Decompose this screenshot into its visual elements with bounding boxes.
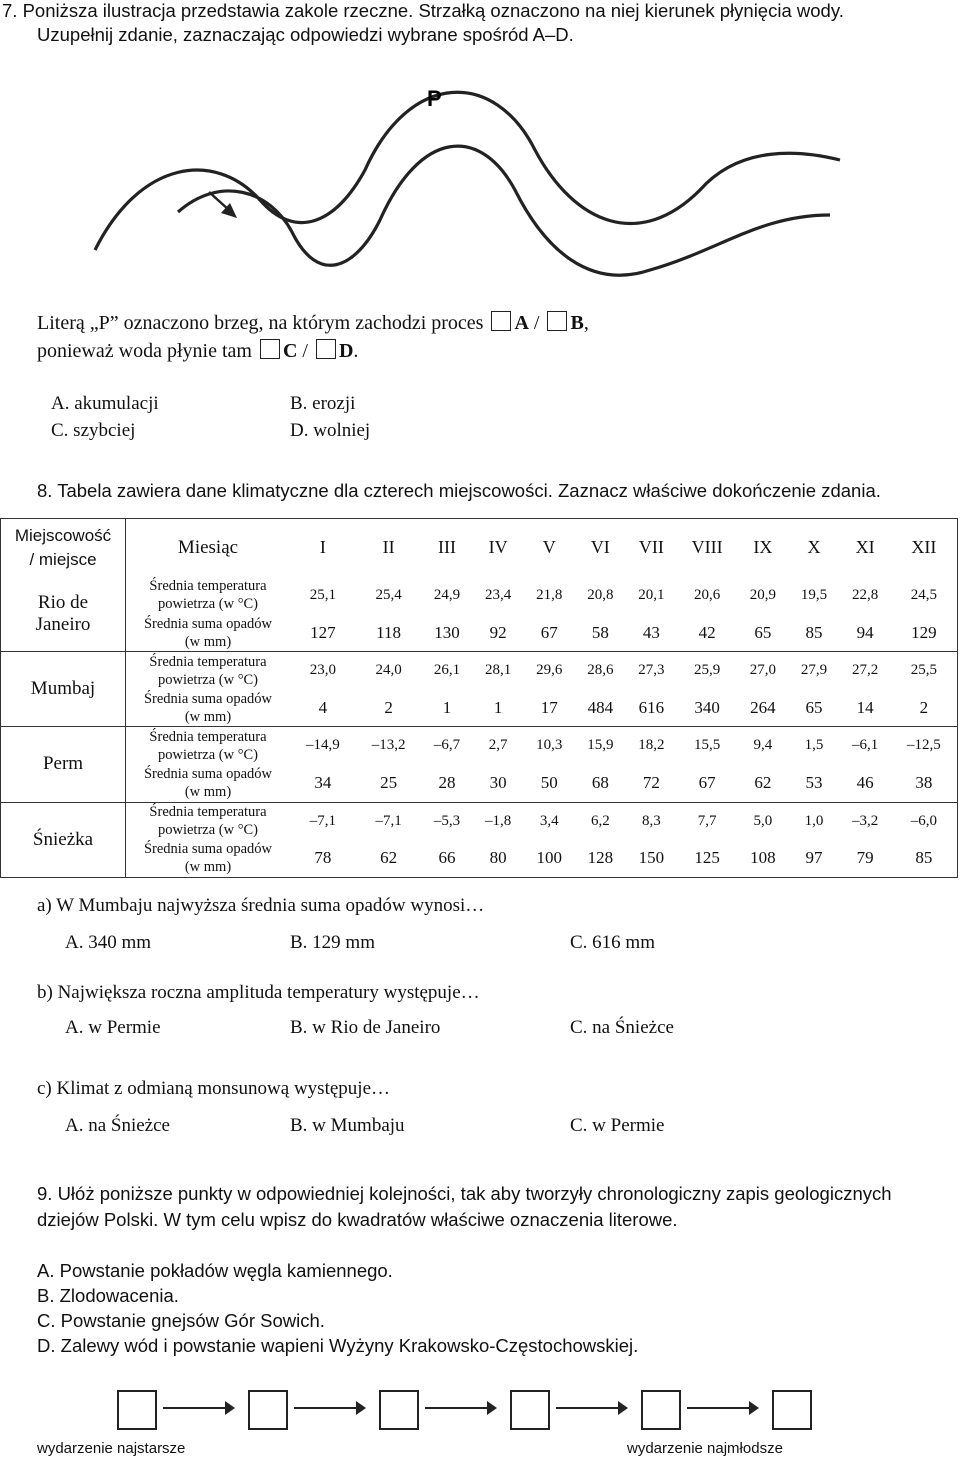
table-cell: 28 xyxy=(421,764,472,802)
answer-box-5[interactable] xyxy=(641,1390,681,1430)
subq-b-option-c: C. na Śnieżce xyxy=(570,1017,674,1038)
q7-sentence-2: ponieważ woda płynie tam C / D. xyxy=(37,340,359,362)
q9-item-c: C. Powstanie gnejsów Gór Sowich. xyxy=(37,1310,325,1331)
table-cell: –6,1 xyxy=(851,737,879,754)
table-cell: 128 xyxy=(575,840,626,878)
q9-item-b: B. Zlodowacenia. xyxy=(37,1285,179,1306)
table-cell: 20,1 xyxy=(638,586,665,603)
table-cell: 97 xyxy=(788,840,839,878)
answer-box-1[interactable] xyxy=(117,1390,157,1430)
arrow-right-icon xyxy=(556,1407,626,1409)
month-header-cell: III xyxy=(438,537,456,558)
q8-intro: 8. Tabela zawiera dane klimatyczne dla czterech miejscowości. Zaznacz właściwe dokończenie zdania. xyxy=(37,480,881,501)
param-label-line2: (w mm) xyxy=(184,633,232,650)
month-header-cell: IX xyxy=(753,537,773,558)
table-cell: 10,3 xyxy=(536,737,563,754)
q9-item-d: D. Zalewy wód i powstanie wapieni Wyżyny Krakowsko-Częstochowskiej. xyxy=(37,1335,639,1356)
month-header-cell: VI xyxy=(590,537,610,558)
answer-box-6[interactable] xyxy=(772,1390,812,1430)
table-cell: 19,5 xyxy=(800,586,828,603)
place-name-line1: Rio de xyxy=(37,591,89,613)
table-row xyxy=(1,802,958,840)
month-header-cell: XII xyxy=(911,537,937,558)
table-cell: 46 xyxy=(840,764,891,802)
table-cell: –13,2 xyxy=(371,737,406,754)
table-cell: 24,0 xyxy=(375,662,402,679)
table-cell: 1,5 xyxy=(804,737,824,754)
param-label-line2: powietrza (w °C) xyxy=(157,596,258,613)
table-cell: 15,9 xyxy=(587,737,614,754)
table-cell: 2 xyxy=(891,689,958,727)
table-cell: –3,2 xyxy=(851,812,879,829)
answer-box-4[interactable] xyxy=(510,1390,550,1430)
table-cell: 130 xyxy=(421,614,472,652)
q7-intro-line2: Uzupełnij zdanie, zaznaczając odpowiedzi wybrane spośród A–D. xyxy=(37,24,574,45)
river-meander-diagram xyxy=(0,0,960,300)
flow-direction-arrow xyxy=(209,192,237,218)
place-name-line1: Perm xyxy=(42,753,84,775)
place-name-line1: Mumbaj xyxy=(30,678,96,700)
table-cell: 92 xyxy=(473,614,524,652)
checkbox-d[interactable] xyxy=(316,339,336,359)
table-cell: 29,6 xyxy=(536,662,563,679)
table-cell: 85 xyxy=(788,614,839,652)
param-precipitation xyxy=(126,689,291,727)
subq-c-option-b: B. w Mumbaju xyxy=(290,1115,405,1136)
table-header-row xyxy=(1,519,958,577)
subq-b-option-b: B. w Rio de Janeiro xyxy=(290,1017,441,1038)
subq-b-option-a: A. w Permie xyxy=(65,1017,161,1038)
table-cell: 85 xyxy=(891,840,958,878)
table-cell: 27,2 xyxy=(851,662,879,679)
subq-a-option-b: B. 129 mm xyxy=(290,932,375,953)
q7-sentence-1-text: Literą „P” oznaczono brzeg, na którym zachodzi proces xyxy=(37,312,484,334)
q9-item-a: A. Powstanie pokładów węgla kamiennego. xyxy=(37,1260,393,1281)
place-header-line2: / miejsce xyxy=(29,549,97,569)
month-header-cell: I xyxy=(319,537,326,558)
month-header-cell: X xyxy=(807,537,821,558)
param-temperature xyxy=(126,652,291,690)
table-cell: 4 xyxy=(290,689,356,727)
table-cell: 20,9 xyxy=(749,586,776,603)
month-header-cell: IV xyxy=(488,537,508,558)
table-cell: 65 xyxy=(788,689,839,727)
table-cell: 43 xyxy=(626,614,677,652)
table-cell: 5,0 xyxy=(753,812,773,829)
subq-c-option-c: C. w Permie xyxy=(570,1115,665,1136)
place-header-line1: Miejscowość xyxy=(14,525,112,545)
table-row xyxy=(1,727,958,765)
table-cell: 2 xyxy=(356,689,422,727)
param-label-line2: powietrza (w °C) xyxy=(157,746,258,763)
table-cell: 42 xyxy=(677,614,737,652)
table-cell: 72 xyxy=(626,764,677,802)
arrow-right-icon xyxy=(163,1407,233,1409)
subq-a-option-c: C. 616 mm xyxy=(570,932,655,953)
table-cell: 340 xyxy=(677,689,737,727)
table-cell: –5,3 xyxy=(433,812,461,829)
option-d-letter: D xyxy=(338,340,354,362)
river-bank-inner xyxy=(95,92,840,250)
table-row xyxy=(1,577,958,615)
table-cell: 62 xyxy=(356,840,422,878)
param-precipitation xyxy=(126,764,291,802)
table-row xyxy=(1,764,958,802)
table-cell: 1 xyxy=(473,689,524,727)
table-cell: 9,4 xyxy=(753,737,773,754)
table-cell: 23,0 xyxy=(309,662,336,679)
table-cell: 129 xyxy=(891,614,958,652)
param-label-line2: powietrza (w °C) xyxy=(157,671,258,688)
table-cell: 20,6 xyxy=(694,586,721,603)
option-b-letter: B xyxy=(570,312,584,334)
param-label-line2: powietrza (w °C) xyxy=(157,822,258,839)
param-label-line2: (w mm) xyxy=(184,784,232,801)
param-label-line1: Średnia temperatura xyxy=(149,804,267,821)
q9-intro-line1: 9. Ułóż poniższe punkty w odpowiedniej kolejności, tak aby tworzyły chronologiczny zapis geologicznych xyxy=(37,1183,892,1204)
table-cell: 24,5 xyxy=(910,586,937,603)
table-cell: 264 xyxy=(737,689,788,727)
table-cell: 484 xyxy=(575,689,626,727)
table-cell: 2,7 xyxy=(488,737,508,754)
param-label-line1: Średnia suma opadów xyxy=(143,690,273,707)
table-cell: 21,8 xyxy=(536,586,563,603)
table-cell: 30 xyxy=(473,764,524,802)
climate-table xyxy=(0,518,958,878)
table-cell: 80 xyxy=(473,840,524,878)
month-header-cell: V xyxy=(542,537,556,558)
table-cell: 25,5 xyxy=(910,662,937,679)
table-cell: 18,2 xyxy=(638,737,665,754)
table-cell: 118 xyxy=(356,614,422,652)
param-label-line1: Średnia suma opadów xyxy=(143,615,273,632)
table-cell: 20,8 xyxy=(587,586,614,603)
table-row xyxy=(1,840,958,878)
param-label-line1: Średnia suma opadów xyxy=(143,841,273,858)
table-cell: 7,7 xyxy=(697,812,717,829)
table-cell: 100 xyxy=(524,840,575,878)
table-row xyxy=(1,614,958,652)
subq-a-option-a: A. 340 mm xyxy=(65,932,152,953)
table-cell: 25,1 xyxy=(309,586,336,603)
param-precipitation xyxy=(126,614,291,652)
subq-a-text: a) W Mumbaju najwyższa średnia suma opadów wynosi… xyxy=(37,895,485,916)
table-cell: 66 xyxy=(421,840,472,878)
option-a-letter: A xyxy=(514,312,529,334)
param-label-line1: Średnia temperatura xyxy=(149,728,267,745)
youngest-event-label: wydarzenie najmłodsze xyxy=(627,1440,783,1457)
table-cell: 150 xyxy=(626,840,677,878)
place-header xyxy=(1,519,126,577)
oldest-event-label: wydarzenie najstarsze xyxy=(37,1440,186,1457)
bank-label-p: P xyxy=(427,86,442,111)
month-header-cell: VIII xyxy=(691,537,723,558)
table-cell: 25,4 xyxy=(375,586,402,603)
table-cell: 58 xyxy=(575,614,626,652)
table-cell: 38 xyxy=(891,764,958,802)
table-cell: 8,3 xyxy=(642,812,661,829)
table-cell: –6,7 xyxy=(433,737,461,754)
table-cell: 25,9 xyxy=(694,662,721,679)
table-cell: 53 xyxy=(788,764,839,802)
q7-sentence-1: Literą „P” oznaczono brzeg, na którym zachodzi proces A / B, xyxy=(37,312,589,334)
table-cell: 79 xyxy=(840,840,891,878)
table-cell: 94 xyxy=(840,614,891,652)
table-cell: 67 xyxy=(677,764,737,802)
param-label-line2: (w mm) xyxy=(184,708,232,725)
answer-c: C. szybciej xyxy=(51,420,136,441)
answer-a: A. akumulacji xyxy=(51,393,159,414)
table-cell: 6,2 xyxy=(590,812,610,829)
answer-d: D. wolniej xyxy=(290,420,371,441)
month-header-cell: XI xyxy=(855,537,875,558)
place-name xyxy=(1,652,126,727)
table-row xyxy=(1,689,958,727)
table-cell: 125 xyxy=(677,840,737,878)
table-cell: 26,1 xyxy=(433,662,461,679)
place-name xyxy=(1,577,126,652)
table-cell: 34 xyxy=(290,764,356,802)
table-cell: 15,5 xyxy=(694,737,721,754)
month-header-cell: VII xyxy=(638,537,664,558)
option-c-letter: C xyxy=(282,340,298,362)
place-name-line1: Śnieżka xyxy=(32,828,94,850)
table-cell: 28,1 xyxy=(484,662,512,679)
table-cell: 14 xyxy=(840,689,891,727)
q7-sentence-2-text: ponieważ woda płynie tam xyxy=(37,340,252,362)
table-cell: 25 xyxy=(356,764,422,802)
table-cell: –14,9 xyxy=(305,737,340,754)
q9-intro-line2: dziejów Polski. W tym celu wpisz do kwadratów właściwe oznaczenia literowe. xyxy=(37,1209,678,1230)
table-cell: –6,0 xyxy=(910,812,937,829)
table-cell: 28,6 xyxy=(587,662,614,679)
table-cell: 27,0 xyxy=(749,662,776,679)
table-cell: 50 xyxy=(524,764,575,802)
table-cell: 1 xyxy=(421,689,472,727)
table-row xyxy=(1,652,958,690)
param-label-line1: Średnia temperatura xyxy=(149,578,267,595)
table-cell: 24,9 xyxy=(433,586,461,603)
table-cell: 27,9 xyxy=(800,662,828,679)
table-cell: 108 xyxy=(737,840,788,878)
table-cell: 127 xyxy=(290,614,356,652)
table-cell: 78 xyxy=(290,840,356,878)
table-cell: –7,1 xyxy=(309,812,336,829)
table-cell: 17 xyxy=(524,689,575,727)
param-temperature xyxy=(126,802,291,840)
table-cell: 1,0 xyxy=(804,812,824,829)
place-name xyxy=(1,727,126,802)
table-cell: 22,8 xyxy=(851,586,879,603)
q7-intro-line1: 7. Poniższa ilustracja przedstawia zakole rzeczne. Strzałką oznaczono na niej kierunek płynięcia wody. xyxy=(2,0,844,21)
param-label-line1: Średnia suma opadów xyxy=(143,766,273,783)
subq-b-text: b) Największa roczna amplituda temperatury występuje… xyxy=(37,982,480,1003)
checkbox-b[interactable] xyxy=(547,311,567,331)
table-cell: 62 xyxy=(737,764,788,802)
month-header-cell: II xyxy=(382,537,395,558)
param-temperature xyxy=(126,727,291,765)
checkbox-a[interactable] xyxy=(491,311,511,331)
table-cell: 65 xyxy=(737,614,788,652)
table-cell: 23,4 xyxy=(484,586,512,603)
checkbox-c[interactable] xyxy=(260,339,280,359)
month-header: Miesiąc xyxy=(177,536,239,558)
table-cell: –1,8 xyxy=(484,812,512,829)
table-cell: 68 xyxy=(575,764,626,802)
table-cell: 3,4 xyxy=(539,812,559,829)
table-body xyxy=(1,577,958,878)
answer-box-3[interactable] xyxy=(379,1390,419,1430)
table-cell: –7,1 xyxy=(375,812,402,829)
place-name xyxy=(1,802,126,877)
subq-c-text: c) Klimat z odmianą monsunową występuje… xyxy=(37,1078,391,1099)
param-label-line2: (w mm) xyxy=(184,859,232,876)
table-cell: 67 xyxy=(524,614,575,652)
arrow-right-icon xyxy=(687,1407,757,1409)
place-name-line2: Janeiro xyxy=(35,613,91,635)
table-cell: 27,3 xyxy=(638,662,665,679)
subq-c-option-a: A. na Śnieżce xyxy=(65,1115,170,1136)
param-temperature xyxy=(126,577,291,615)
param-precipitation xyxy=(126,840,291,878)
param-label-line1: Średnia temperatura xyxy=(149,653,267,670)
table-cell: 616 xyxy=(626,689,677,727)
answer-b: B. erozji xyxy=(290,393,356,414)
table-cell: –12,5 xyxy=(906,737,941,754)
answer-box-2[interactable] xyxy=(248,1390,288,1430)
arrow-right-icon xyxy=(425,1407,495,1409)
arrow-right-icon xyxy=(294,1407,364,1409)
